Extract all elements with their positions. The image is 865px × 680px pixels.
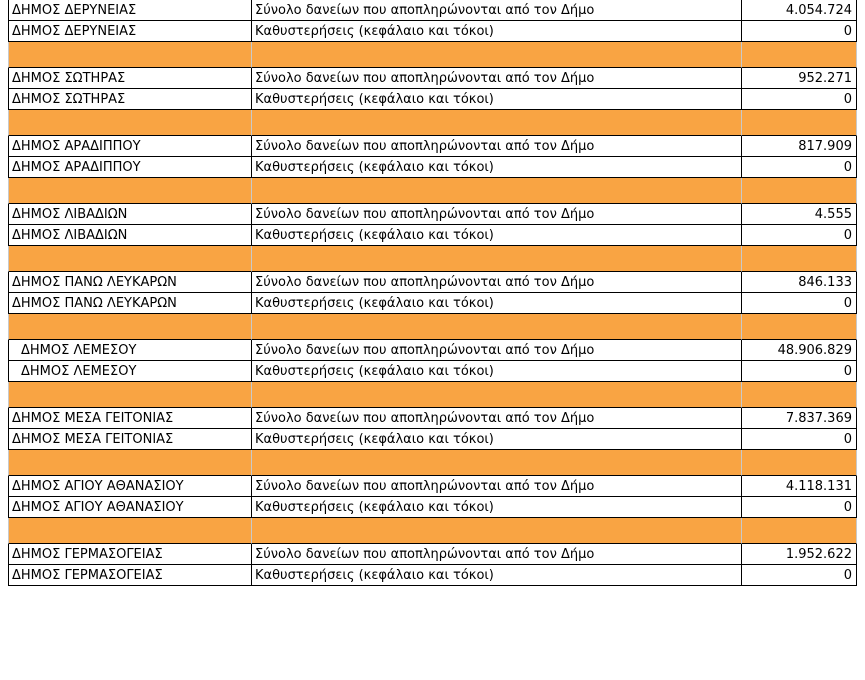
separator-row [0, 246, 865, 272]
municipality-cell[interactable]: ΔΗΜΟΣ ΔΕΡΥΝΕΙΑΣ [8, 0, 251, 21]
separator-row [0, 314, 865, 340]
amount-cell[interactable]: 1.952.622 [741, 544, 857, 565]
separator-cell[interactable] [741, 42, 857, 68]
separator-row [0, 382, 865, 408]
municipality-cell[interactable]: ΔΗΜΟΣ ΛΙΒΑΔΙΩΝ [8, 204, 251, 225]
separator-cell[interactable] [741, 178, 857, 204]
table-row [0, 544, 865, 565]
municipality-cell[interactable]: ΔΗΜΟΣ ΛΕΜΕΣΟΥ [8, 340, 251, 361]
separator-cell[interactable] [251, 110, 741, 136]
municipality-cell[interactable]: ΔΗΜΟΣ ΓΕΡΜΑΣΟΓΕΙΑΣ [8, 565, 251, 586]
description-cell[interactable]: Καθυστερήσεις (κεφάλαιο και τόκοι) [251, 293, 741, 314]
table-row [0, 565, 865, 586]
separator-cell[interactable] [741, 450, 857, 476]
municipality-cell[interactable]: ΔΗΜΟΣ ΛΙΒΑΔΙΩΝ [8, 225, 251, 246]
description-cell[interactable]: Καθυστερήσεις (κεφάλαιο και τόκοι) [251, 361, 741, 382]
separator-cell[interactable] [8, 246, 251, 272]
separator-cell[interactable] [251, 314, 741, 340]
amount-cell[interactable]: 0 [741, 565, 857, 586]
description-cell[interactable]: Καθυστερήσεις (κεφάλαιο και τόκοι) [251, 565, 741, 586]
separator-cell[interactable] [251, 518, 741, 544]
separator-cell[interactable] [251, 382, 741, 408]
amount-cell[interactable]: 0 [741, 21, 857, 42]
description-cell[interactable]: Σύνολο δανείων που αποπληρώνονται από τον Δήμο [251, 544, 741, 565]
table-row [0, 361, 865, 382]
amount-cell[interactable]: 952.271 [741, 68, 857, 89]
table-row [0, 293, 865, 314]
separator-cell[interactable] [741, 314, 857, 340]
municipality-cell[interactable]: ΔΗΜΟΣ ΑΓΙΟΥ ΑΘΑΝΑΣΙΟΥ [8, 497, 251, 518]
description-cell[interactable]: Σύνολο δανείων που αποπληρώνονται από τον Δήμο [251, 136, 741, 157]
municipality-cell[interactable]: ΔΗΜΟΣ ΣΩΤΗΡΑΣ [8, 68, 251, 89]
table-row [0, 21, 865, 42]
separator-cell[interactable] [741, 246, 857, 272]
separator-row [0, 450, 865, 476]
municipality-cell[interactable]: ΔΗΜΟΣ ΠΑΝΩ ΛΕΥΚΑΡΩΝ [8, 293, 251, 314]
table-row [0, 272, 865, 293]
municipality-cell[interactable]: ΔΗΜΟΣ ΑΡΑΔΙΠΠΟΥ [8, 136, 251, 157]
municipality-cell[interactable]: ΔΗΜΟΣ ΛΕΜΕΣΟΥ [8, 361, 251, 382]
table-row [0, 476, 865, 497]
separator-row [0, 518, 865, 544]
separator-cell[interactable] [251, 246, 741, 272]
amount-cell[interactable]: 4.054.724 [741, 0, 857, 21]
table-row [0, 136, 865, 157]
table-row [0, 204, 865, 225]
separator-cell[interactable] [251, 178, 741, 204]
description-cell[interactable]: Σύνολο δανείων που αποπληρώνονται από τον Δήμο [251, 68, 741, 89]
separator-cell[interactable] [741, 382, 857, 408]
separator-cell[interactable] [8, 178, 251, 204]
separator-row [0, 178, 865, 204]
description-cell[interactable]: Σύνολο δανείων που αποπληρώνονται από τον Δήμο [251, 340, 741, 361]
separator-cell[interactable] [741, 110, 857, 136]
amount-cell[interactable]: 0 [741, 293, 857, 314]
amount-cell[interactable]: 4.118.131 [741, 476, 857, 497]
table-row [0, 0, 865, 21]
separator-cell[interactable] [741, 518, 857, 544]
separator-cell[interactable] [8, 518, 251, 544]
municipality-cell[interactable]: ΔΗΜΟΣ ΠΑΝΩ ΛΕΥΚΑΡΩΝ [8, 272, 251, 293]
table-row [0, 225, 865, 246]
table-row [0, 429, 865, 450]
description-cell[interactable]: Καθυστερήσεις (κεφάλαιο και τόκοι) [251, 497, 741, 518]
table-row [0, 408, 865, 429]
amount-cell[interactable]: 0 [741, 157, 857, 178]
separator-cell[interactable] [8, 314, 251, 340]
table-row [0, 340, 865, 361]
amount-cell[interactable]: 0 [741, 497, 857, 518]
description-cell[interactable]: Καθυστερήσεις (κεφάλαιο και τόκοι) [251, 157, 741, 178]
description-cell[interactable]: Καθυστερήσεις (κεφάλαιο και τόκοι) [251, 21, 741, 42]
table-row [0, 68, 865, 89]
municipality-cell[interactable]: ΔΗΜΟΣ ΜΕΣΑ ΓΕΙΤΟΝΙΑΣ [8, 429, 251, 450]
amount-cell[interactable]: 4.555 [741, 204, 857, 225]
description-cell[interactable]: Καθυστερήσεις (κεφάλαιο και τόκοι) [251, 225, 741, 246]
amount-cell[interactable]: 0 [741, 89, 857, 110]
amount-cell[interactable]: 7.837.369 [741, 408, 857, 429]
municipality-cell[interactable]: ΔΗΜΟΣ ΣΩΤΗΡΑΣ [8, 89, 251, 110]
municipality-cell[interactable]: ΔΗΜΟΣ ΓΕΡΜΑΣΟΓΕΙΑΣ [8, 544, 251, 565]
municipality-cell[interactable]: ΔΗΜΟΣ ΑΡΑΔΙΠΠΟΥ [8, 157, 251, 178]
table-row [0, 157, 865, 178]
separator-cell[interactable] [251, 42, 741, 68]
description-cell[interactable]: Σύνολο δανείων που αποπληρώνονται από τον Δήμο [251, 0, 741, 21]
description-cell[interactable]: Καθυστερήσεις (κεφάλαιο και τόκοι) [251, 429, 741, 450]
separator-row [0, 110, 865, 136]
amount-cell[interactable]: 0 [741, 225, 857, 246]
description-cell[interactable]: Σύνολο δανείων που αποπληρώνονται από τον Δήμο [251, 272, 741, 293]
separator-cell[interactable] [8, 450, 251, 476]
separator-cell[interactable] [251, 450, 741, 476]
table-row [0, 497, 865, 518]
amount-cell[interactable]: 48.906.829 [741, 340, 857, 361]
table-row [0, 89, 865, 110]
description-cell[interactable]: Σύνολο δανείων που αποπληρώνονται από τον Δήμο [251, 408, 741, 429]
amount-cell[interactable]: 0 [741, 361, 857, 382]
amount-cell[interactable]: 0 [741, 429, 857, 450]
description-cell[interactable]: Καθυστερήσεις (κεφάλαιο και τόκοι) [251, 89, 741, 110]
separator-cell[interactable] [8, 42, 251, 68]
separator-row [0, 42, 865, 68]
separator-cell[interactable] [8, 110, 251, 136]
municipality-cell[interactable]: ΔΗΜΟΣ ΜΕΣΑ ΓΕΙΤΟΝΙΑΣ [8, 408, 251, 429]
municipality-cell[interactable]: ΔΗΜΟΣ ΔΕΡΥΝΕΙΑΣ [8, 21, 251, 42]
municipality-cell[interactable]: ΔΗΜΟΣ ΑΓΙΟΥ ΑΘΑΝΑΣΙΟΥ [8, 476, 251, 497]
description-cell[interactable]: Σύνολο δανείων που αποπληρώνονται από τον Δήμο [251, 476, 741, 497]
description-cell[interactable]: Σύνολο δανείων που αποπληρώνονται από τον Δήμο [251, 204, 741, 225]
amount-cell[interactable]: 846.133 [741, 272, 857, 293]
amount-cell[interactable]: 817.909 [741, 136, 857, 157]
separator-cell[interactable] [8, 382, 251, 408]
